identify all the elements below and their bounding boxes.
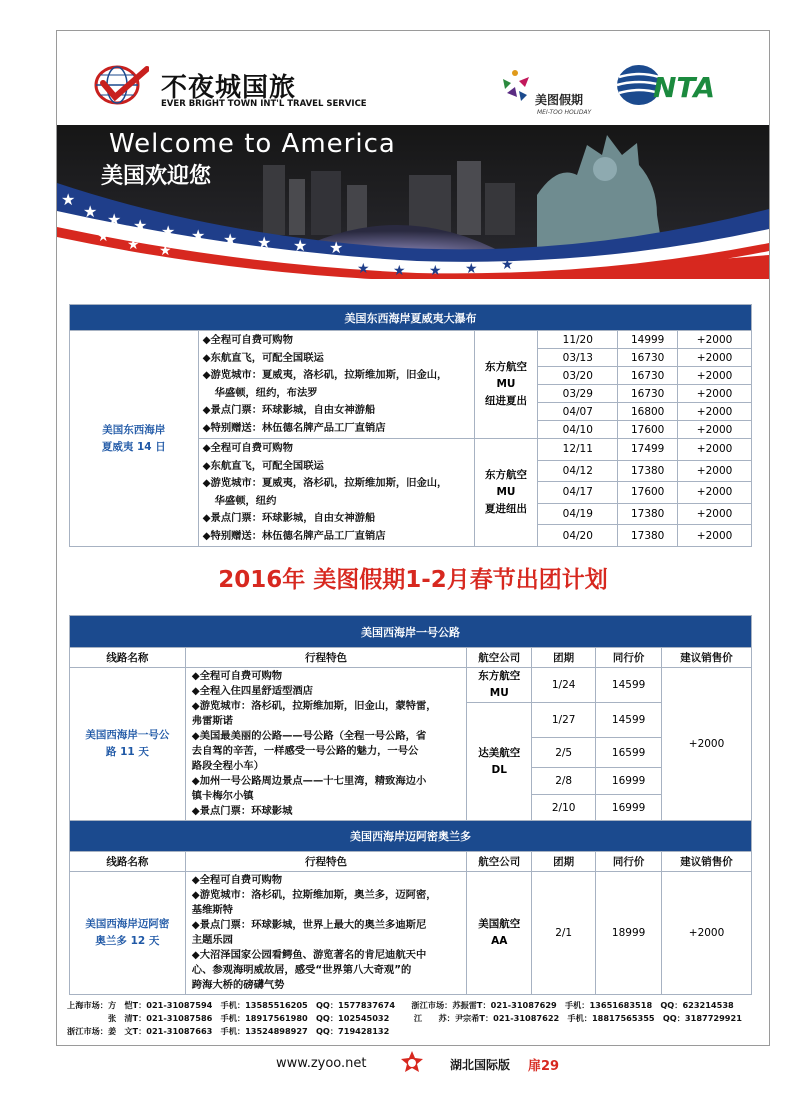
publication-name: 湖北国际版: [450, 1058, 511, 1072]
col-route: 线路名称: [70, 852, 186, 872]
svg-text:★: ★: [465, 261, 478, 277]
trade-price: 14599: [596, 703, 662, 738]
col-suggested-price: 建议销售价: [662, 648, 752, 668]
trade-price: 17600: [618, 482, 678, 504]
svg-text:★: ★: [257, 233, 272, 252]
brand-name-cn: 不夜城国旅: [161, 73, 297, 103]
partner-subtitle: MEI-TOO HOLIDAY: [537, 109, 592, 116]
itinerary-features: ◆全程可自费可购物 ◆东航直飞，可配全国联运 ◆游览城市：夏威夷，洛杉矶，拉斯维加斯，旧金山， 华盛顿，纽约，布法罗 ◆景点门票：环球影城，自由女神游船 ◆特别赠送：林伍德名牌产品工厂直销店: [198, 331, 474, 439]
departure-date: 2/10: [532, 795, 596, 821]
departure-date: 04/12: [538, 460, 618, 482]
suggested-markup: +2000: [662, 872, 752, 995]
header: [57, 31, 769, 125]
departure-date: 2/1: [532, 872, 596, 995]
col-trade-price: 同行价: [596, 648, 662, 668]
col-airline: 航空公司: [467, 648, 532, 668]
suggested-markup: +2000: [678, 460, 752, 482]
trade-price: 14599: [596, 668, 662, 703]
svg-text:★: ★: [127, 237, 140, 253]
trade-price: 17380: [618, 525, 678, 547]
col-date: 团期: [532, 648, 596, 668]
table-title: 美国西海岸一号公路: [70, 616, 752, 648]
column-headers: [70, 852, 752, 872]
trade-price: 16999: [596, 795, 662, 821]
publication-logo-icon: [400, 1050, 424, 1074]
svg-text:★: ★: [133, 216, 148, 235]
meitu-holiday-logo-icon: [495, 65, 535, 105]
trade-price: 14999: [618, 331, 678, 349]
trade-price: 17380: [618, 503, 678, 525]
svg-text:★: ★: [61, 190, 76, 209]
nta-logo-icon: [613, 61, 743, 109]
departure-date: 11/20: [538, 331, 618, 349]
col-route: 线路名称: [70, 648, 186, 668]
airline-cell: 美国航空 AA: [467, 872, 532, 995]
trade-price: 16730: [618, 367, 678, 385]
col-trade-price: 同行价: [596, 852, 662, 872]
col-date: 团期: [532, 852, 596, 872]
route-name-cell: 美国西海岸一号公 路 11 天: [70, 668, 186, 821]
svg-text:★: ★: [159, 243, 172, 259]
trade-price: 16800: [618, 403, 678, 421]
suggested-markup: +2000: [678, 421, 752, 439]
table-row: [70, 872, 752, 995]
col-suggested-price: 建议销售价: [662, 852, 752, 872]
trade-price: 16599: [596, 738, 662, 768]
welcome-banner: [57, 125, 769, 279]
svg-text:★: ★: [69, 217, 82, 233]
route-name-cell: 美国东西海岸 夏威夷 14 日: [70, 331, 199, 547]
airline-cell: 东方航空 MU 纽进夏出: [474, 331, 538, 439]
trade-price: 16999: [596, 768, 662, 795]
col-features: 行程特色: [185, 648, 467, 668]
website-link[interactable]: www.zyoo.net: [276, 1056, 367, 1071]
svg-text:★: ★: [329, 238, 344, 257]
svg-text:★: ★: [191, 226, 206, 245]
page-number: 扉29: [528, 1059, 560, 1074]
departure-date: 04/17: [538, 482, 618, 504]
column-headers: [70, 648, 752, 668]
suggested-markup: +2000: [678, 503, 752, 525]
suggested-markup: +2000: [678, 439, 752, 461]
page-footer: [0, 1048, 800, 1078]
globe-check-logo-icon: [93, 61, 149, 105]
trade-price: 17499: [618, 439, 678, 461]
brand-name-en: EVER BRIGHT TOWN INT'L TRAVEL SERVICE: [161, 99, 367, 109]
departure-date: 2/5: [532, 738, 596, 768]
suggested-markup: +2000: [678, 403, 752, 421]
departure-date: 1/24: [532, 668, 596, 703]
table-east-west-hawaii: [69, 304, 752, 547]
brochure-page: [56, 30, 770, 1046]
itinerary-features: ◆全程可自费可购物 ◆游览城市：洛杉矶，拉斯维加斯，奥兰多，迈阿密， 基维斯特 ◆景点门票：环球影城，世界上最大的奥兰多迪斯尼 主题乐园 ◆大沼泽国家公园看鳄鱼、游览著名的肯尼迪航天中 心、参观海明威故居，感受“世界第八大奇观”的 跨海大桥的磅礴气势: [185, 872, 467, 995]
suggested-markup: +2000: [678, 385, 752, 403]
route-name-cell: 美国西海岸迈阿密 奥兰多 12 天: [70, 872, 186, 995]
departure-date: 04/19: [538, 503, 618, 525]
trade-price: 17600: [618, 421, 678, 439]
contact-line: 上海市场：方 恺T：021-31087594 手机：13585516205 QQ：1577837674 浙江市场：苏振雷T：021-31087629 手机：13651683518 QQ：623214538: [67, 1000, 734, 1010]
departure-date: 2/8: [532, 768, 596, 795]
svg-text:★: ★: [83, 202, 98, 221]
svg-text:★: ★: [107, 210, 122, 229]
airline-cell: 达美航空 DL: [467, 703, 532, 821]
svg-text:★: ★: [357, 261, 370, 277]
suggested-markup: +2000: [678, 482, 752, 504]
airline-cell: 东方航空 MU: [467, 668, 532, 703]
suggested-markup: +2000: [678, 367, 752, 385]
departure-date: 04/07: [538, 403, 618, 421]
itinerary-features: ◆全程可自费可购物 ◆东航直飞，可配全国联运 ◆游览城市：夏威夷，洛杉矶，拉斯维加斯，旧金山， 华盛顿，纽约 ◆景点门票：环球影城，自由女神游船 ◆特别赠送：林伍德名牌产品工厂直销店: [198, 439, 474, 547]
svg-text:★: ★: [97, 229, 110, 245]
svg-text:★: ★: [293, 236, 308, 255]
trade-price: 16730: [618, 349, 678, 367]
table-title: 美国西海岸迈阿密奥兰多: [70, 821, 752, 852]
welcome-title-en: Welcome to America: [109, 129, 396, 159]
suggested-markup: +2000: [662, 668, 752, 821]
nta-text: NTA: [653, 71, 716, 104]
departure-date: 03/13: [538, 349, 618, 367]
table-title: 美国东西海岸夏威夷大瀑布: [70, 305, 752, 331]
suggested-markup: +2000: [678, 331, 752, 349]
contact-line: 浙江市场：姜 文T：021-31087663 手机：13524898927 QQ：719428132: [67, 1026, 390, 1036]
departure-date: 03/29: [538, 385, 618, 403]
departure-date: 1/27: [532, 703, 596, 738]
departure-date: 04/10: [538, 421, 618, 439]
partner-name: 美图假期: [535, 93, 584, 107]
svg-text:★: ★: [223, 230, 238, 249]
col-airline: 航空公司: [467, 852, 532, 872]
col-features: 行程特色: [185, 852, 467, 872]
trade-price: 17380: [618, 460, 678, 482]
table-spring-festival: [69, 615, 752, 995]
trade-price: 16730: [618, 385, 678, 403]
svg-text:★: ★: [501, 257, 514, 273]
airline-cell: 东方航空 MU 夏进纽出: [474, 439, 538, 547]
departure-date: 03/20: [538, 367, 618, 385]
main-title: 2016年 美图假期1-2月春节出团计划: [218, 567, 608, 593]
svg-text:★: ★: [161, 222, 176, 241]
suggested-markup: +2000: [678, 349, 752, 367]
svg-text:★: ★: [429, 263, 442, 279]
contact-line: 张 清T：021-31087586 手机：18917561980 QQ：102545032 江 苏：尹宗希T：021-31087622 手机：18817565355 QQ：3187729921: [67, 1013, 742, 1023]
contact-list: [67, 999, 742, 1038]
suggested-markup: +2000: [678, 525, 752, 547]
departure-date: 04/20: [538, 525, 618, 547]
departure-date: 12/11: [538, 439, 618, 461]
itinerary-features: ◆全程可自费可购物 ◆全程入住四星舒适型酒店 ◆游览城市：洛杉矶，拉斯维加斯，旧金山，蒙特雷， 弗雷斯诺 ◆美国最美丽的公路——号公路（全程一号公路，省 去自驾的辛苦，一样感受一号公路的魅力，一号公 路段全程小车） ◆加州一号公路周边景点——十七里湾，精致海边小 镇卡梅尔小镇 ◆景点门票：环球影城: [185, 668, 467, 821]
trade-price: 18999: [596, 872, 662, 995]
svg-text:★: ★: [393, 263, 406, 279]
welcome-title-cn: 美国欢迎您: [101, 164, 212, 189]
